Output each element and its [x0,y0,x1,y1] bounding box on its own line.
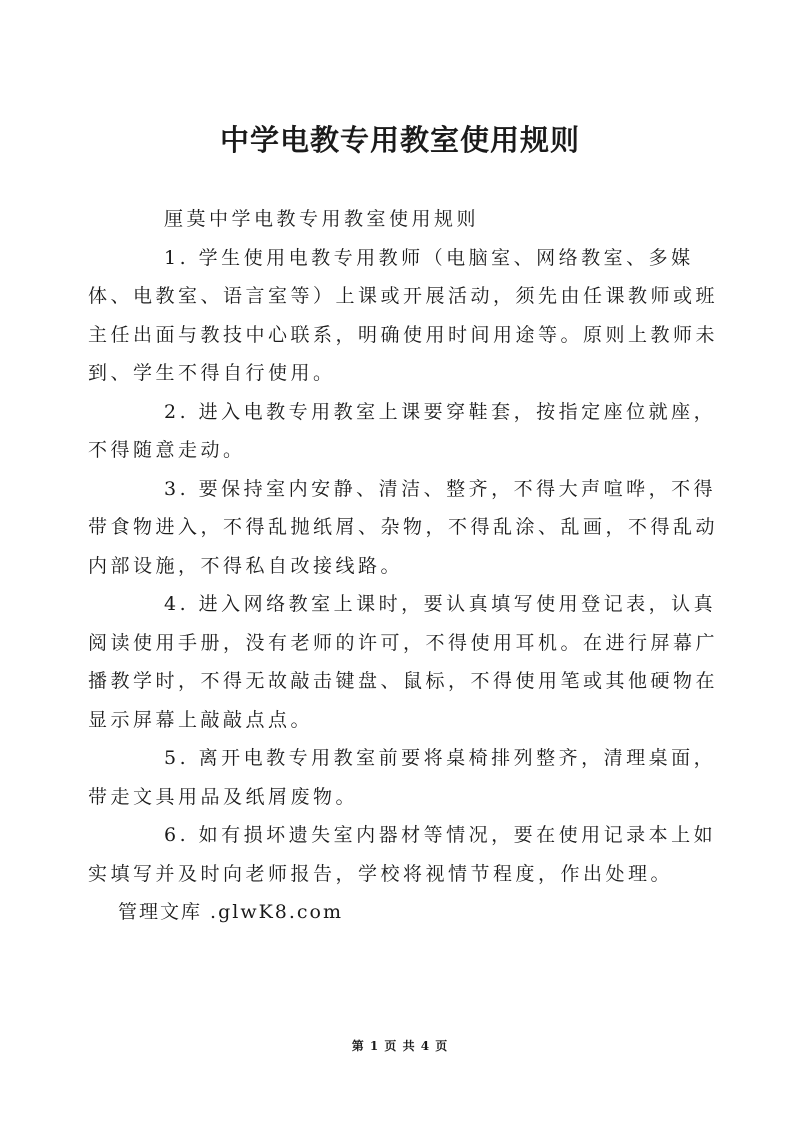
page-number: 第 1 页 共 4 页 [351,1039,449,1053]
rule-item-5: 5. 离开电教专用教室前要将桌椅排列整齐，清理桌面，带走文具用品及纸屑废物。 [88,747,717,808]
document-subtitle: 厘莫中学电教专用教室使用规则 [164,208,480,230]
rule-item-1: 1. 学生使用电教专用教师（电脑室、网络教室、多媒体、电教室、语言室等）上课或开展活动，须先由任课教师或班主任出面与教技中心联系，明确使用时间用途等。原则上教师未到、学生不得自行使用。 [88,246,719,384]
document-title: 中学电教专用教室使用规则 [219,123,580,157]
rule-item-2: 2. 进入电教专用教室上课要穿鞋套，按指定座位就座，不得随意走动。 [88,400,717,461]
document-body [88,200,728,932]
source-line: 管理文库 .glwK8.com [118,901,344,923]
rule-item-4: 4. 进入网络教室上课时，要认真填写使用登记表，认真阅读使用手册，没有老师的许可，不得使用耳机。在进行屏幕广播教学时，不得无故敲击键盘、鼠标，不得使用笔或其他硬物在显示屏幕上敲敲点点。 [88,593,719,731]
rule-item-6: 6. 如有损坏遗失室内器材等情况，要在使用记录本上如实填写并及时向老师报告，学校将视情节程度，作出处理。 [88,824,717,885]
rule-item-3: 3. 要保持室内安静、清洁、整齐，不得大声喧哗，不得带食物进入，不得乱抛纸屑、杂物，不得乱涂、乱画，不得乱动内部设施，不得私自改接线路。 [88,477,719,577]
